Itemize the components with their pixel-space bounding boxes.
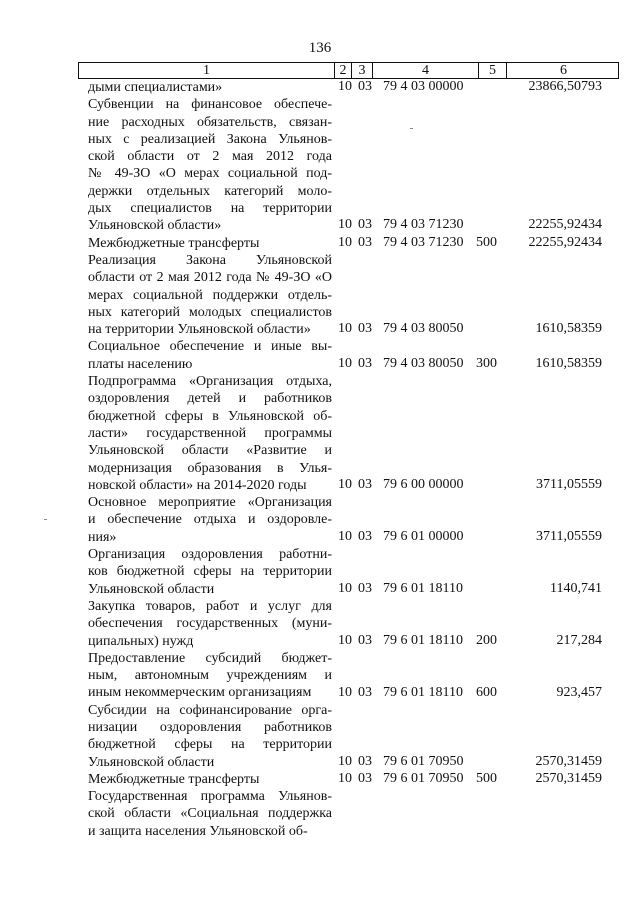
description-line: иным некоммерческим организациям <box>88 685 312 701</box>
description-line: Закупка товаров, работ и услуг для <box>88 598 332 614</box>
amount: 22255,92434 <box>528 217 602 233</box>
header-col-2: 2 <box>335 63 352 78</box>
description-line: ципальных) нужд <box>88 633 194 649</box>
description-line: № 49-ЗО «О мерах социальной под- <box>88 166 332 182</box>
subsection-code: 03 <box>358 753 372 769</box>
section-code: 10 <box>338 528 352 544</box>
amount: 2570,31459 <box>535 771 602 786</box>
description-line: Ульяновской области» <box>88 218 222 234</box>
description-line: Основное мероприятие «Организация <box>88 495 332 511</box>
description-line: Межбюджетные трансферты <box>88 235 260 251</box>
header-col-5: 5 <box>479 63 507 78</box>
section-code: 10 <box>338 632 352 648</box>
subsection-code: 03 <box>358 217 372 233</box>
description-line: Государственная программа Ульянов- <box>88 789 332 805</box>
header-col-6: 6 <box>560 63 567 78</box>
target-article-code: 79 6 01 18110 <box>383 684 463 700</box>
description-line: Организация оздоровления работни- <box>88 547 332 563</box>
subsection-code: 03 <box>358 528 372 544</box>
amount: 1140,741 <box>550 580 602 596</box>
target-article-code: 79 6 01 70950 <box>383 753 464 769</box>
header-col-1: 1 <box>79 63 335 78</box>
section-code: 10 <box>338 321 352 337</box>
description-line: Предоставление субсидий бюджет- <box>88 650 332 666</box>
expense-type-code: 300 <box>476 355 497 371</box>
description-line: Социальное обеспечение и иные вы- <box>88 339 332 355</box>
subsection-code: 03 <box>358 771 372 786</box>
target-article-code: 79 4 03 00000 <box>383 79 464 94</box>
description-line: ской области «Социальная поддержка <box>88 806 332 822</box>
section-code: 10 <box>338 753 352 769</box>
table-row <box>0 217 640 234</box>
subsection-code: 03 <box>358 580 372 596</box>
description-line: Субсидии на софинансирование орга- <box>88 702 332 718</box>
subsection-code: 03 <box>358 684 372 700</box>
expense-type-code: 600 <box>476 684 497 700</box>
description-line: Межбюджетные трансферты <box>88 771 260 787</box>
amount: 3711,05559 <box>536 528 602 544</box>
description-column <box>88 79 332 840</box>
table-row <box>0 235 640 252</box>
description-line: ния» <box>88 529 117 545</box>
description-line: на территории Ульяновской области» <box>88 322 311 338</box>
subsection-code: 03 <box>358 355 372 371</box>
description-line: Ульяновской области «Развитие и <box>88 443 332 459</box>
description-line: Субвенции на финансовое обеспече- <box>88 97 332 113</box>
table-row <box>0 79 640 96</box>
amount: 23866,50793 <box>528 79 602 94</box>
table-header <box>78 62 619 79</box>
target-article-code: 79 6 01 18110 <box>383 580 463 596</box>
target-article-code: 79 4 03 80050 <box>383 355 464 371</box>
target-article-code: 79 4 03 80050 <box>383 321 464 337</box>
section-code: 10 <box>338 79 352 94</box>
description-line: бюджетной сферы на территории <box>88 737 332 753</box>
description-line: ным, автономным учреждениям и <box>88 668 332 684</box>
description-line: ние расходных обязательств, связан- <box>88 114 332 130</box>
description-line: ных категорий молодых специалистов <box>88 304 332 320</box>
section-code: 10 <box>338 355 352 371</box>
section-code: 10 <box>338 580 352 596</box>
description-line: дых специалистов на территории <box>88 201 332 217</box>
table-row <box>0 685 640 702</box>
subsection-code: 03 <box>358 321 372 337</box>
description-line: новской области» на 2014-2020 годы <box>88 477 307 493</box>
description-line: ных с реализацией Закона Ульянов- <box>88 131 332 147</box>
table-row <box>0 581 640 598</box>
amount: 2570,31459 <box>535 753 602 769</box>
description-line: и обеспечение отдыха и оздоровле- <box>88 512 332 528</box>
subsection-code: 03 <box>358 632 372 648</box>
scan-speck <box>44 519 47 520</box>
expense-type-code: 500 <box>476 234 497 250</box>
subsection-code: 03 <box>358 476 372 492</box>
description-line: Реализация Закона Ульяновской <box>88 252 332 268</box>
description-line: Ульяновской области <box>88 754 215 770</box>
table-row <box>0 633 640 650</box>
description-line: ласти» государственной программы <box>88 425 332 441</box>
amount: 3711,05559 <box>536 476 602 492</box>
section-code: 10 <box>338 234 352 250</box>
description-line: области от 2 мая 2012 года № 49-ЗО «О <box>88 270 332 286</box>
table-row <box>0 529 640 546</box>
amount: 1610,58359 <box>535 321 602 337</box>
page-number: 136 <box>308 40 332 56</box>
description-line: платы населению <box>88 356 193 372</box>
description-line: мерах социальной поддержки отдель- <box>88 287 332 303</box>
expense-type-code: 200 <box>476 632 497 648</box>
description-line: ской области от 2 мая 2012 года <box>88 149 332 165</box>
description-line: Подпрограмма «Организация отдыха, <box>88 374 332 390</box>
description-line: дыми специалистами» <box>88 80 223 95</box>
description-line: и защита населения Ульяновской об- <box>88 823 308 839</box>
table-row <box>0 477 640 494</box>
description-line: ков бюджетной сферы на территории <box>88 564 332 580</box>
description-line: оздоровления детей и работников <box>88 391 332 407</box>
table-row <box>0 321 640 338</box>
table-row <box>0 754 640 771</box>
description-line: низации оздоровления работников <box>88 719 332 735</box>
table-row <box>0 356 640 373</box>
description-line: модернизация образования в Улья- <box>88 460 332 476</box>
amount: 1610,58359 <box>535 355 602 371</box>
scan-speck <box>410 128 413 129</box>
subsection-code: 03 <box>358 79 372 94</box>
header-col-4: 4 <box>373 63 479 78</box>
amount: 923,457 <box>556 684 602 700</box>
table-row <box>0 771 640 788</box>
amount: 22255,92434 <box>528 234 602 250</box>
amount: 217,284 <box>556 632 602 648</box>
section-code: 10 <box>338 684 352 700</box>
subsection-code: 03 <box>358 234 372 250</box>
section-code: 10 <box>338 217 352 233</box>
target-article-code: 79 6 00 00000 <box>383 476 464 492</box>
target-article-code: 79 6 01 18110 <box>383 632 463 648</box>
expense-type-code: 500 <box>476 771 497 786</box>
section-code: 10 <box>338 476 352 492</box>
section-code: 10 <box>338 771 352 786</box>
target-article-code: 79 6 01 00000 <box>383 528 464 544</box>
target-article-code: 79 6 01 70950 <box>383 771 464 786</box>
description-line: Ульяновской области <box>88 581 215 597</box>
description-line: бюджетной сферы в Ульяновской об- <box>88 408 332 424</box>
description-line: обеспечения государственных (муни- <box>88 616 332 632</box>
target-article-code: 79 4 03 71230 <box>383 217 464 233</box>
description-line: держки отдельных категорий моло- <box>88 183 332 199</box>
target-article-code: 79 4 03 71230 <box>383 234 464 250</box>
header-col-3: 3 <box>352 63 373 78</box>
